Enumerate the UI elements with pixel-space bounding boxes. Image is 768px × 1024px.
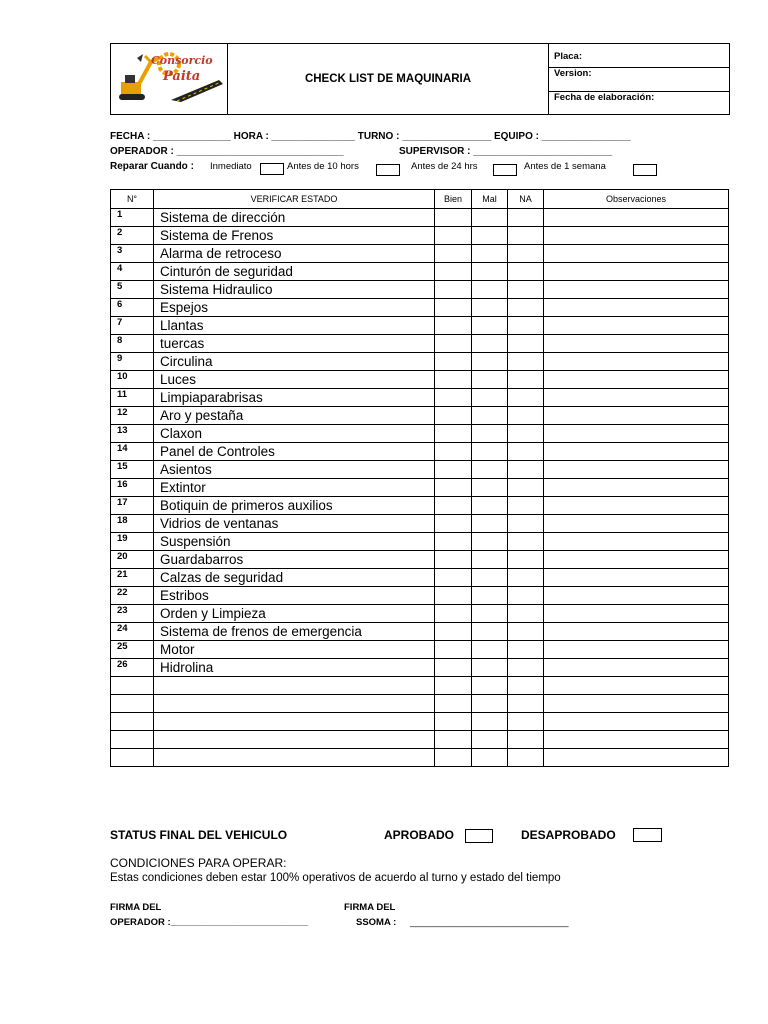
table-row [111,443,729,461]
row-number: 18 [111,515,154,533]
row-number: 4 [111,263,154,281]
row-item: Motor [154,641,435,659]
mal-cell[interactable] [472,281,508,299]
row-number: 1 [111,209,154,227]
row-item: Sistema de dirección [154,209,435,227]
na-cell[interactable] [508,389,544,407]
observaciones-cell[interactable] [544,695,729,713]
bien-cell[interactable] [435,353,472,371]
company-logo [111,44,228,114]
mal-cell[interactable] [472,479,508,497]
row-number: 14 [111,443,154,461]
table-row [111,605,729,623]
mal-cell[interactable] [472,245,508,263]
row-number: 22 [111,587,154,605]
bien-cell[interactable] [435,641,472,659]
row-item [154,677,435,695]
table-row [111,263,729,281]
col-mal-header: Mal [472,190,508,209]
mal-cell[interactable] [472,623,508,641]
mal-cell[interactable] [472,497,508,515]
na-cell[interactable] [508,605,544,623]
mal-cell[interactable] [472,371,508,389]
na-cell[interactable] [508,281,544,299]
observaciones-cell[interactable] [544,335,729,353]
observaciones-cell[interactable] [544,479,729,497]
observaciones-cell[interactable] [544,731,729,749]
row-number: 7 [111,317,154,335]
na-cell[interactable] [508,713,544,731]
row-item: Limpiaparabrisas [154,389,435,407]
row-item: tuercas [154,335,435,353]
na-cell[interactable] [508,335,544,353]
bien-cell[interactable] [435,695,472,713]
bien-cell[interactable] [435,299,472,317]
row-item: Alarma de retroceso [154,245,435,263]
observaciones-cell[interactable] [544,227,729,245]
na-cell[interactable] [508,209,544,227]
row-item: Espejos [154,299,435,317]
mal-cell[interactable] [472,443,508,461]
table-row [111,515,729,533]
row-number: 19 [111,533,154,551]
mal-cell[interactable] [472,605,508,623]
table-row [111,659,729,677]
row-number: 25 [111,641,154,659]
na-cell[interactable] [508,569,544,587]
table-row [111,569,729,587]
placa-label: Placa: [549,44,729,68]
observaciones-cell[interactable] [544,515,729,533]
mal-cell[interactable] [472,407,508,425]
na-cell[interactable] [508,245,544,263]
table-row [111,731,729,749]
row-number: 2 [111,227,154,245]
na-cell[interactable] [508,461,544,479]
observaciones-cell[interactable] [544,623,729,641]
na-cell[interactable] [508,533,544,551]
fecha-elaboracion-label: Fecha de elaboración: [554,92,655,103]
bien-cell[interactable] [435,461,472,479]
opt-24-label: Antes de 24 hrs [411,161,478,172]
row-number: 20 [111,551,154,569]
desaprobado-label: DESAPROBADO [521,828,616,842]
row-item: Botiquin de primeros auxilios [154,497,435,515]
row-number: 16 [111,479,154,497]
row-number: 21 [111,569,154,587]
col-obs-header: Observaciones [544,190,729,209]
bien-cell[interactable] [435,569,472,587]
mal-cell[interactable] [472,677,508,695]
row-item: Guardabarros [154,551,435,569]
mal-cell[interactable] [472,389,508,407]
bien-cell[interactable] [435,605,472,623]
mal-cell[interactable] [472,461,508,479]
table-row [111,353,729,371]
bien-cell[interactable] [435,425,472,443]
table-row [111,677,729,695]
row-item: Luces [154,371,435,389]
na-cell[interactable] [508,623,544,641]
row-item [154,713,435,731]
row-number: 13 [111,425,154,443]
table-row [111,299,729,317]
observaciones-cell[interactable] [544,533,729,551]
antes-10-checkbox[interactable] [376,164,400,176]
row-item: Suspensión [154,533,435,551]
row-item: Sistema de Frenos [154,227,435,245]
table-row [111,281,729,299]
row-item: Cinturón de seguridad [154,263,435,281]
na-cell[interactable] [508,479,544,497]
observaciones-cell[interactable] [544,407,729,425]
observaciones-cell[interactable] [544,641,729,659]
aprobado-checkbox[interactable] [465,829,493,843]
col-n-header: N° [111,190,154,209]
observaciones-cell[interactable] [544,245,729,263]
na-cell[interactable] [508,695,544,713]
observaciones-cell[interactable] [544,551,729,569]
inmediato-checkbox[interactable] [260,163,284,175]
mal-cell[interactable] [472,353,508,371]
row-item: Hidrolina [154,659,435,677]
observaciones-cell[interactable] [544,497,729,515]
table-row [111,461,729,479]
mal-cell[interactable] [472,299,508,317]
mal-cell[interactable] [472,335,508,353]
mal-cell[interactable] [472,263,508,281]
checklist-table [110,189,729,767]
table-row [111,587,729,605]
logo-text-1: Consorcio [151,54,213,67]
table-row [111,425,729,443]
na-cell[interactable] [508,407,544,425]
row-item: Extintor [154,479,435,497]
antes-24-checkbox[interactable] [493,164,517,176]
bien-cell[interactable] [435,587,472,605]
mal-cell[interactable] [472,227,508,245]
firma-del-operador-label: FIRMA DEL [110,902,162,913]
table-row [111,227,729,245]
row-number: 26 [111,659,154,677]
mal-cell[interactable] [472,587,508,605]
row-number: 15 [111,461,154,479]
operador-line[interactable]: OPERADOR : ______________________________ [110,146,344,157]
na-cell[interactable] [508,551,544,569]
na-cell[interactable] [508,659,544,677]
row-item: Claxon [154,425,435,443]
row-item: Llantas [154,317,435,335]
table-row [111,695,729,713]
table-row [111,497,729,515]
row-number [111,731,154,749]
aprobado-label: APROBADO [384,828,455,842]
na-cell[interactable] [508,497,544,515]
observaciones-cell[interactable] [544,749,729,767]
table-row [111,533,729,551]
mal-cell[interactable] [472,713,508,731]
observaciones-cell[interactable] [544,317,729,335]
observaciones-cell[interactable] [544,443,729,461]
row-item: Vidrios de ventanas [154,515,435,533]
row-number: 23 [111,605,154,623]
table-row [111,389,729,407]
bien-cell[interactable] [435,407,472,425]
bien-cell[interactable] [435,677,472,695]
row-item: Circulina [154,353,435,371]
bien-cell[interactable] [435,371,472,389]
row-number: 8 [111,335,154,353]
row-number [111,695,154,713]
na-cell[interactable] [508,641,544,659]
row-number: 12 [111,407,154,425]
mal-cell[interactable] [472,641,508,659]
bien-cell[interactable] [435,497,472,515]
row-number: 3 [111,245,154,263]
bien-cell[interactable] [435,659,472,677]
row-number: 10 [111,371,154,389]
row-item: Sistema Hidraulico [154,281,435,299]
row-item: Sistema de frenos de emergencia [154,623,435,641]
mal-cell[interactable] [472,731,508,749]
opt-10-label: Antes de 10 hors [287,161,359,172]
mal-cell[interactable] [472,749,508,767]
mal-cell[interactable] [472,551,508,569]
mal-cell[interactable] [472,569,508,587]
status-final-label: STATUS FINAL DEL VEHICULO [110,828,288,842]
observaciones-cell[interactable] [544,713,729,731]
na-cell[interactable] [508,371,544,389]
observaciones-cell[interactable] [544,299,729,317]
row-number: 24 [111,623,154,641]
ssoma-signature-line[interactable]: ______________________________ [410,917,569,928]
na-cell[interactable] [508,317,544,335]
na-cell[interactable] [508,443,544,461]
mal-cell[interactable] [472,515,508,533]
observaciones-cell[interactable] [544,677,729,695]
table-row [111,371,729,389]
table-row [111,551,729,569]
bien-cell[interactable] [435,533,472,551]
reparar-cuando-label: Reparar Cuando : [110,161,194,172]
na-cell[interactable] [508,677,544,695]
table-row [111,749,729,767]
desaprobado-checkbox[interactable] [633,828,662,842]
observaciones-cell[interactable] [544,569,729,587]
observaciones-cell[interactable] [544,209,729,227]
na-cell[interactable] [508,749,544,767]
table-row [111,407,729,425]
bien-cell[interactable] [435,281,472,299]
observaciones-cell[interactable] [544,605,729,623]
na-cell[interactable] [508,263,544,281]
table-header-row [111,190,729,209]
table-row [111,245,729,263]
row-item [154,695,435,713]
document-title: CHECK LIST DE MAQUINARIA [228,44,549,114]
na-cell[interactable] [508,731,544,749]
bien-cell[interactable] [435,551,472,569]
row-number: 6 [111,299,154,317]
row-item: Estribos [154,587,435,605]
row-item: Aro y pestaña [154,407,435,425]
header-box [110,43,730,115]
row-number: 9 [111,353,154,371]
bien-cell[interactable] [435,479,472,497]
conditions-text: Estas condiciones deben estar 100% operativos de acuerdo al turno y estado del tiempo [110,872,561,884]
bien-cell[interactable] [435,317,472,335]
col-bien-header: Bien [435,190,472,209]
row-item: Orden y Limpieza [154,605,435,623]
observaciones-cell[interactable] [544,263,729,281]
firma-del-ssoma-label: FIRMA DEL [344,902,396,913]
table-row [111,713,729,731]
bien-cell[interactable] [435,731,472,749]
antes-semana-checkbox[interactable] [633,164,657,176]
row-item: Asientos [154,461,435,479]
row-number: 5 [111,281,154,299]
observaciones-cell[interactable] [544,659,729,677]
opt-semana-label: Antes de 1 semana [524,161,606,172]
bien-cell[interactable] [435,749,472,767]
observaciones-cell[interactable] [544,461,729,479]
supervisor-line[interactable]: SUPERVISOR : _________________________ [399,146,613,157]
mal-cell[interactable] [472,695,508,713]
bien-cell[interactable] [435,209,472,227]
mal-cell[interactable] [472,533,508,551]
table-row [111,335,729,353]
mal-cell[interactable] [472,659,508,677]
mal-cell[interactable] [472,425,508,443]
na-cell[interactable] [508,353,544,371]
bien-cell[interactable] [435,515,472,533]
col-na-header: NA [508,190,544,209]
logo-text-2: Paita [163,69,201,84]
na-cell[interactable] [508,299,544,317]
row-number [111,713,154,731]
row-item [154,731,435,749]
header-meta [549,44,729,114]
table-row [111,623,729,641]
conditions-title: CONDICIONES PARA OPERAR: [110,856,287,870]
observaciones-cell[interactable] [544,371,729,389]
na-cell[interactable] [508,587,544,605]
na-cell[interactable] [508,425,544,443]
bien-cell[interactable] [435,263,472,281]
bien-cell[interactable] [435,389,472,407]
observaciones-cell[interactable] [544,281,729,299]
mal-cell[interactable] [472,209,508,227]
observaciones-cell[interactable] [544,425,729,443]
observaciones-cell[interactable] [544,587,729,605]
col-verificar-header: VERIFICAR ESTADO [154,190,435,209]
bien-cell[interactable] [435,443,472,461]
fecha-hora-turno-equipo-line[interactable]: FECHA : ______________ HORA : _______________ TURNO : ________________ EQUIPO : ________________ [110,131,631,142]
row-item: Panel de Controles [154,443,435,461]
na-cell[interactable] [508,227,544,245]
table-row [111,209,729,227]
observaciones-cell[interactable] [544,353,729,371]
ssoma-label: SSOMA : [356,917,397,928]
version-label: Version: [549,68,729,92]
observaciones-cell[interactable] [544,389,729,407]
opt-inmediato-label: Inmediato [210,161,252,172]
row-number [111,677,154,695]
na-cell[interactable] [508,515,544,533]
operador-signature-line[interactable]: OPERADOR :__________________________ [110,917,309,928]
row-item: Calzas de seguridad [154,569,435,587]
row-number [111,749,154,767]
row-item [154,749,435,767]
bien-cell[interactable] [435,227,472,245]
row-number: 17 [111,497,154,515]
bien-cell[interactable] [435,623,472,641]
mal-cell[interactable] [472,317,508,335]
bien-cell[interactable] [435,713,472,731]
row-number: 11 [111,389,154,407]
table-row [111,317,729,335]
bien-cell[interactable] [435,335,472,353]
table-row [111,641,729,659]
table-row [111,479,729,497]
bien-cell[interactable] [435,245,472,263]
